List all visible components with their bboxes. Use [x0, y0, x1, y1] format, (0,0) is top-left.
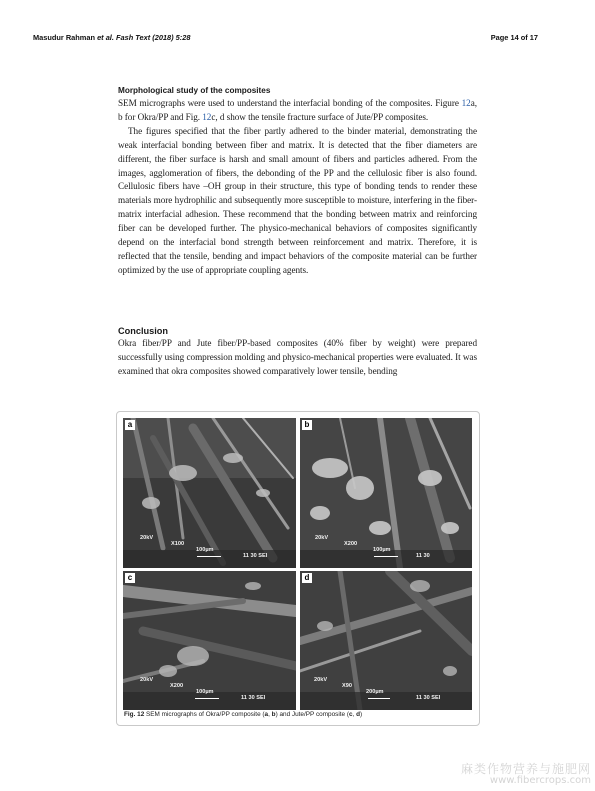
- sem-info-bar-b: [300, 529, 472, 565]
- caption-text: SEM micrographs of Okra/PP composite (: [144, 711, 265, 718]
- panel-label-d: d: [302, 573, 312, 583]
- figure-caption: [124, 711, 362, 718]
- sem-scale: 100µm: [196, 547, 214, 553]
- sem-mag: X100: [171, 541, 185, 547]
- header-citation: et al. Fash Text (2018) 5:28: [95, 33, 191, 42]
- page-number: Page 14 of 17: [490, 33, 538, 42]
- sem-panel-b: [300, 418, 472, 568]
- paragraph-text: SEM micrographs were used to understand the interfacial bonding of the composites. Figure: [118, 98, 462, 108]
- watermark-chinese: 麻类作物营养与施肥网: [460, 762, 591, 776]
- sem-scale: 100µm: [196, 689, 214, 695]
- sem-info: 11 30 SEI: [416, 695, 441, 701]
- figure-12: [116, 411, 480, 726]
- conclusion-section: [118, 326, 477, 379]
- sem-scale: 200µm: [366, 689, 384, 695]
- sem-info-bar-d: [300, 671, 472, 707]
- paragraph-morphology-2: The figures specified that the fiber partly adhered to the binder material, demonstrating the weak interfacial bonding between fiber and matrix. It is detected that the fiber diameters are different, the fiber surface is harsh and small amount of fibers and particles adhered. From the images, agglomeration of fibers, the debonding of the PP and the cellulosic fiber is also found. Cellulosic fibers have –OH group in their structure, this type of bonding tends to render these materials more hydrophilic and subsequently more susceptible to moisture, interfering in the fiber-matrix interfacial adhesion. These recommend that the bonding between matrix and reinforcing fiber can be developed further. The physico-mechanical behaviors of composites significantly depend on the interfacial bond strength between reinforcement and matrix. Therefore, it is reflected that the tensile, bending and impact behaviors of the composite material can be further optimized by the use of appropriate coupling agents.: [118, 125, 477, 275]
- caption-text: ,: [268, 711, 272, 718]
- panel-label-a: a: [125, 420, 135, 430]
- running-header-left: [33, 33, 190, 42]
- paragraph-morphology-1: [118, 97, 477, 125]
- sem-panel-c: [123, 571, 296, 710]
- paragraph-text: a, b for Okra/PP and Fig.: [118, 98, 477, 122]
- sem-panel-a: [123, 418, 296, 568]
- sem-panel-d: [300, 571, 472, 710]
- sem-kv: 20kV: [315, 535, 329, 541]
- panel-label-b: b: [302, 420, 312, 430]
- figure-link-12c[interactable]: 12: [202, 111, 212, 122]
- sem-mag: X90: [342, 683, 352, 689]
- morphology-section: [118, 86, 477, 278]
- sem-mag: X200: [170, 683, 184, 689]
- sem-info: 11 30 SEI: [243, 553, 268, 559]
- sem-kv: 20kV: [140, 535, 154, 541]
- sem-info: 11 30: [416, 553, 430, 559]
- panel-label-c: c: [125, 573, 135, 583]
- caption-text: ) and Jute/PP composite (: [275, 711, 349, 718]
- header-author: Masudur Rahman: [33, 33, 96, 42]
- sem-kv: 20kV: [140, 677, 154, 683]
- sem-info-bar-c: [123, 671, 296, 707]
- caption-panel-ref: d: [356, 711, 361, 718]
- caption-panel-ref: b: [271, 711, 276, 718]
- figure-link-12a[interactable]: 12: [461, 98, 471, 108]
- watermark-url: www.fibercrops.com: [489, 775, 591, 786]
- caption-panel-ref: c: [348, 711, 353, 718]
- caption-text: ,: [352, 711, 357, 718]
- caption-text: ): [360, 711, 363, 718]
- sem-scale: 100µm: [373, 547, 391, 553]
- sem-info: 11 30 SEI: [241, 695, 266, 701]
- sem-info-bar-a: [123, 529, 296, 565]
- paragraph-conclusion-1: Okra fiber/PP and Jute fiber/PP-based composites (40% fiber by weight) were prepared successfully using compression molding and physico-mechanical properties were evaluated. It was examined that okra composites showed comparatively lower tensile, bending: [118, 338, 477, 376]
- section-heading-conclusion: Conclusion: [118, 326, 169, 336]
- sem-mag: X200: [344, 541, 358, 547]
- sem-kv: 20kV: [314, 677, 328, 683]
- caption-figure-label: Fig. 12: [124, 711, 145, 718]
- paragraph-text: c, d show the tensile fracture surface of Jute/PP composites.: [211, 111, 429, 122]
- section-heading-morphology: Morphological study of the composites: [118, 86, 271, 95]
- caption-panel-ref: a: [264, 711, 269, 718]
